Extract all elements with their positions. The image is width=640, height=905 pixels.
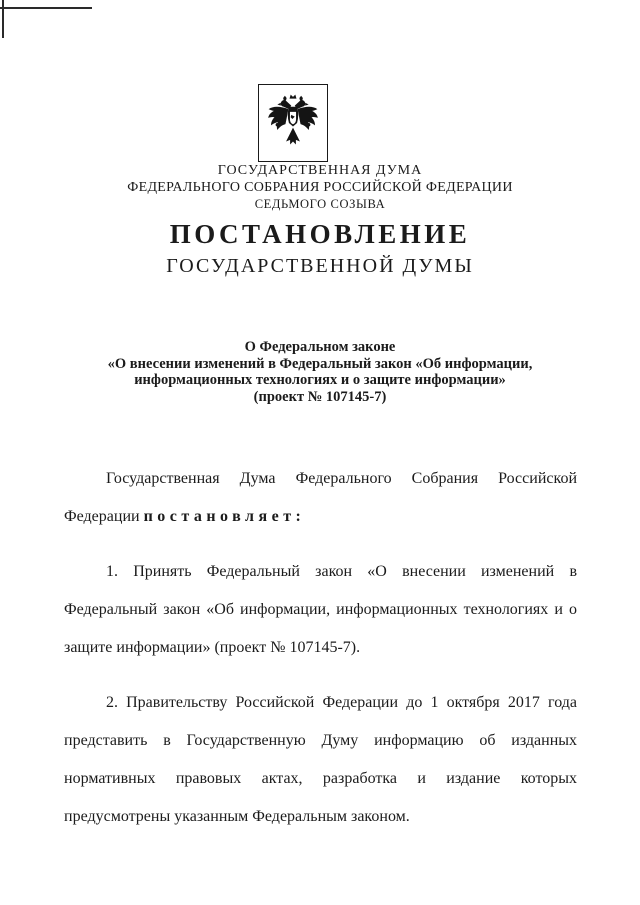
coat-of-arms-frame bbox=[258, 84, 328, 162]
subject-line1: О Федеральном законе bbox=[244, 339, 396, 355]
document-type-title: ПОСТАНОВЛЕНИЕ bbox=[169, 219, 471, 249]
paragraph-item-2: 2. Правительству Российской Федерации до 1 октября 2017 года представить в Государственную Думу информацию об изданных нормативных правовых актах, разработка и издание которых предусмотрены указанным Федеральным законом. bbox=[64, 694, 577, 825]
convocation-line: СЕДЬМОГО СОЗЫВА bbox=[254, 197, 386, 211]
paragraph-preamble bbox=[64, 460, 577, 536]
preamble-emphasis: постановляет: bbox=[143, 508, 306, 525]
preamble-text: Государственная Дума Федерального Собрания Российской Федерации bbox=[64, 470, 577, 525]
subject-line3: информационных технологиях и о защите информации» bbox=[134, 372, 506, 388]
double-headed-eagle-icon bbox=[264, 91, 322, 155]
subject-line2: «О внесении изменений в Федеральный закон «Об информации, bbox=[107, 355, 533, 372]
document-type-subtitle: ГОСУДАРСТВЕННОЙ ДУМЫ bbox=[166, 255, 474, 277]
subject-heading bbox=[0, 339, 640, 405]
subject-line4: (проект № 107145-7) bbox=[253, 388, 387, 405]
scan-artifact-left-line bbox=[2, 0, 4, 38]
paragraph-item-1: 1. Принять Федеральный закон «О внесении изменений в Федеральный закон «Об информации, информационных технологиях и о защите информации» (проект № 107145-7). bbox=[64, 563, 577, 656]
document-body bbox=[64, 460, 577, 853]
org-name-line2: ФЕДЕРАЛЬНОГО СОБРАНИЯ РОССИЙСКОЙ ФЕДЕРАЦИИ bbox=[127, 180, 513, 195]
org-name-line1: ГОСУДАРСТВЕННАЯ ДУМА bbox=[217, 163, 423, 178]
scan-artifact-top-line bbox=[0, 7, 92, 9]
